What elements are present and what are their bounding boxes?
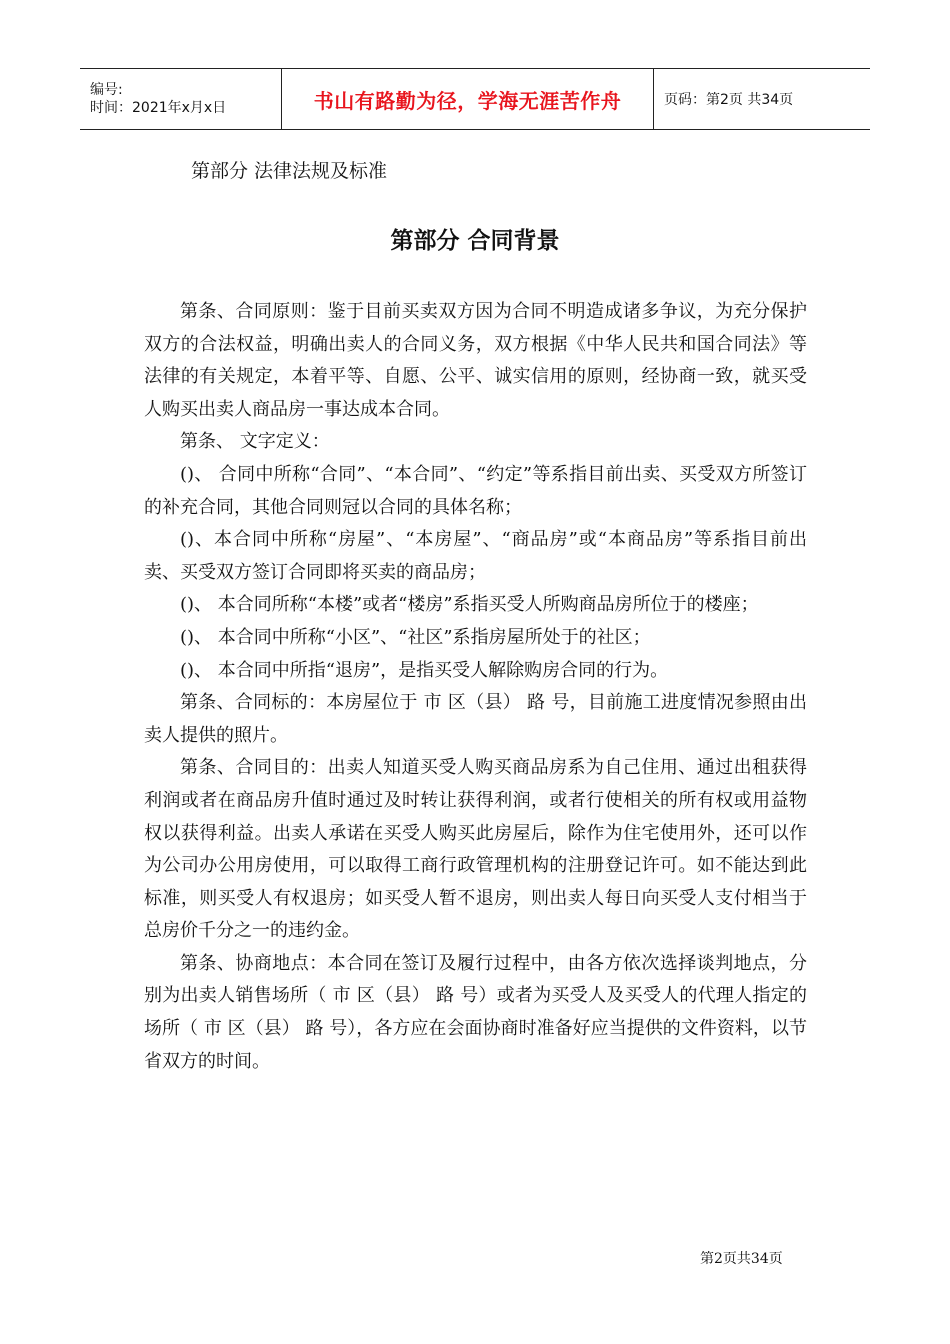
clause-subject-matter: 第条、合同标的：本房屋位于 市 区（县） 路 号，目前施工进度情况参照由出卖人提供的照片。 bbox=[144, 692, 807, 746]
document-time: 时间：2021年x月x日 bbox=[90, 100, 227, 116]
clause-definitions: 第条、 文字定义： bbox=[180, 431, 330, 453]
page-footer: 第2页共34页 bbox=[700, 1251, 783, 1267]
header-page-cell bbox=[654, 69, 870, 129]
document-body bbox=[144, 296, 807, 1078]
clause-purpose: 第条、合同目的：出卖人知道买受人购买商品房系为自己住用、通过出租获得利润或者在商品房升值时通过及时转让获得利润，或者行使相关的所有权或用益物权以获得利益。出卖人承诺在买受人购买此房屋后，除作为住宅使用外，还可以作为公司办公用房使用，可以取得工商行政管理机构的注册登记许可。如不能达到此标准，则买受人有权退房；如买受人暂不退房，则出卖人每日向买受人支付相当于总房价千分之一的违约金。 bbox=[144, 757, 807, 942]
header-meta bbox=[80, 69, 282, 129]
definition-item: ()、 合同中所称“合同”、“本合同”、“约定”等系指目前出卖、买受双方所签订的补充合同，其他合同则冠以合同的具体名称； bbox=[144, 463, 807, 518]
clause-contract-principle: 第条、合同原则：鉴于目前买卖双方因为合同不明造成诸多争议，为充分保护双方的合法权益，明确出卖人的合同义务，双方根据《中华人民共和国合同法》等法律的有关规定，本着平等、自愿、公平、诚实信用的原则，经协商一致，就买受人购买出卖人商品房一事达成本合同。 bbox=[144, 301, 807, 420]
document-number: 编号: bbox=[90, 82, 123, 98]
definition-item: ()、 本合同所称“本楼”或者“楼房”系指买受人所购商品房所位于的楼座； bbox=[180, 594, 759, 616]
header-page-number: 页码：第2页 共34页 bbox=[664, 92, 794, 108]
header-motto-cell bbox=[282, 69, 654, 129]
part-heading: 第部分 法律法规及标准 bbox=[191, 160, 388, 182]
clause-negotiation-place: 第条、协商地点：本合同在签订及履行过程中，由各方依次选择谈判地点，分别为出卖人销售场所（ 市 区（县） 路 号）或者为买受人及买受人的代理人指定的场所（ 市 区（县） 路 号），各方应在会面协商时准备好应当提供的文件资料，以节省双方的时间。 bbox=[144, 952, 807, 1072]
page-header bbox=[80, 68, 870, 130]
header-motto: 书山有路勤为径，学海无涯苦作舟 bbox=[313, 88, 622, 113]
definition-item: ()、 本合同中所称“小区”、“社区”系指房屋所处于的社区； bbox=[180, 626, 651, 648]
definition-item: ()、本合同中所称“房屋”、“本房屋”、“商品房”或“本商品房”等系指目前出卖、买受双方签订合同即将买卖的商品房； bbox=[144, 529, 807, 583]
definition-item: ()、 本合同中所指“退房”，是指买受人解除购房合同的行为。 bbox=[180, 659, 669, 681]
section-title: 第部分 合同背景 bbox=[390, 228, 560, 254]
